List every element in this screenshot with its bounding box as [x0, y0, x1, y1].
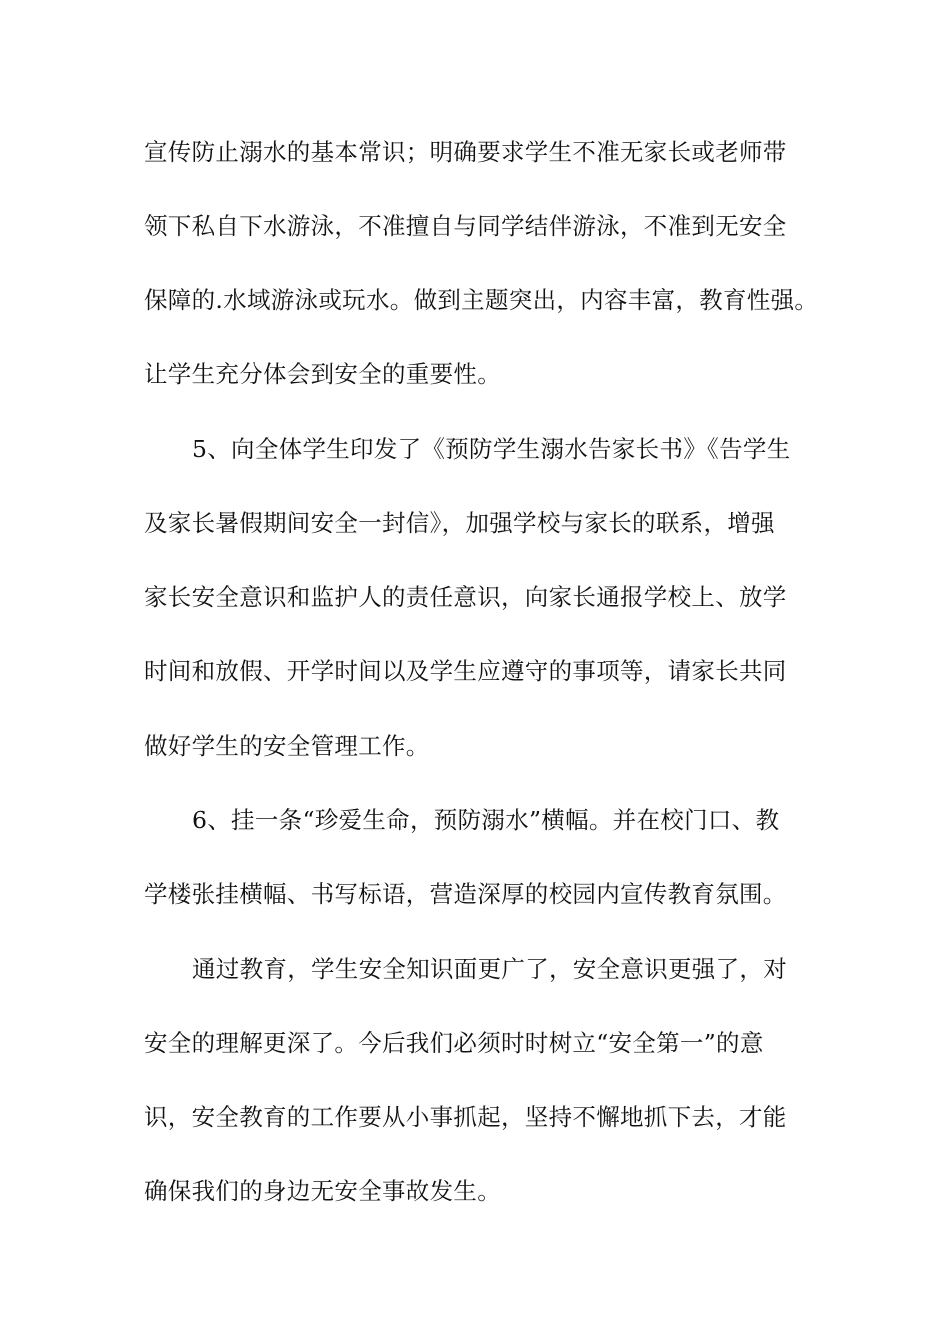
text-line: 让学生充分体会到安全的重要性。: [144, 360, 501, 388]
text-line: 领下私自下水游泳，不准擅自与同学结伴游泳，不准到无安全: [144, 212, 787, 240]
text-line: 确保我们的身边无安全事故发生。: [144, 1177, 501, 1205]
text-line: 时间和放假、开学时间以及学生应遵守的事项等，请家长共同: [144, 657, 787, 685]
text-line: 家长安全意识和监护人的责任意识，向家长通报学校上、放学: [144, 583, 787, 611]
text-line: 宣传防止溺水的基本常识；明确要求学生不准无家长或老师带: [144, 138, 787, 166]
text-line: 识，安全教育的工作要从小事抓起，坚持不懈地抓下去，才能: [144, 1103, 787, 1131]
text-line: 保障的.水域游泳或玩水。做到主题突出，内容丰富，教育性强。: [144, 286, 819, 314]
text-line: 及家长暑假期间安全一封信》，加强学校与家长的联系，增强: [144, 509, 775, 537]
paragraph-start-line: 6、挂一条“珍爱生命，预防溺水”横幅。并在校门口、教: [192, 806, 780, 834]
paragraph-start-line: 通过教育，学生安全知识面更广了，安全意识更强了，对: [192, 955, 787, 983]
paragraph-start-line: 5、向全体学生印发了《预防学生溺水告家长书》《告学生: [192, 435, 791, 463]
text-line: 安全的理解更深了。今后我们必须时时树立“安全第一”的意: [144, 1029, 764, 1057]
text-line: 做好学生的安全管理工作。: [144, 732, 430, 760]
text-line: 学楼张挂横幅、书写标语，营造深厚的校园内宣传教育氛围。: [144, 880, 787, 908]
